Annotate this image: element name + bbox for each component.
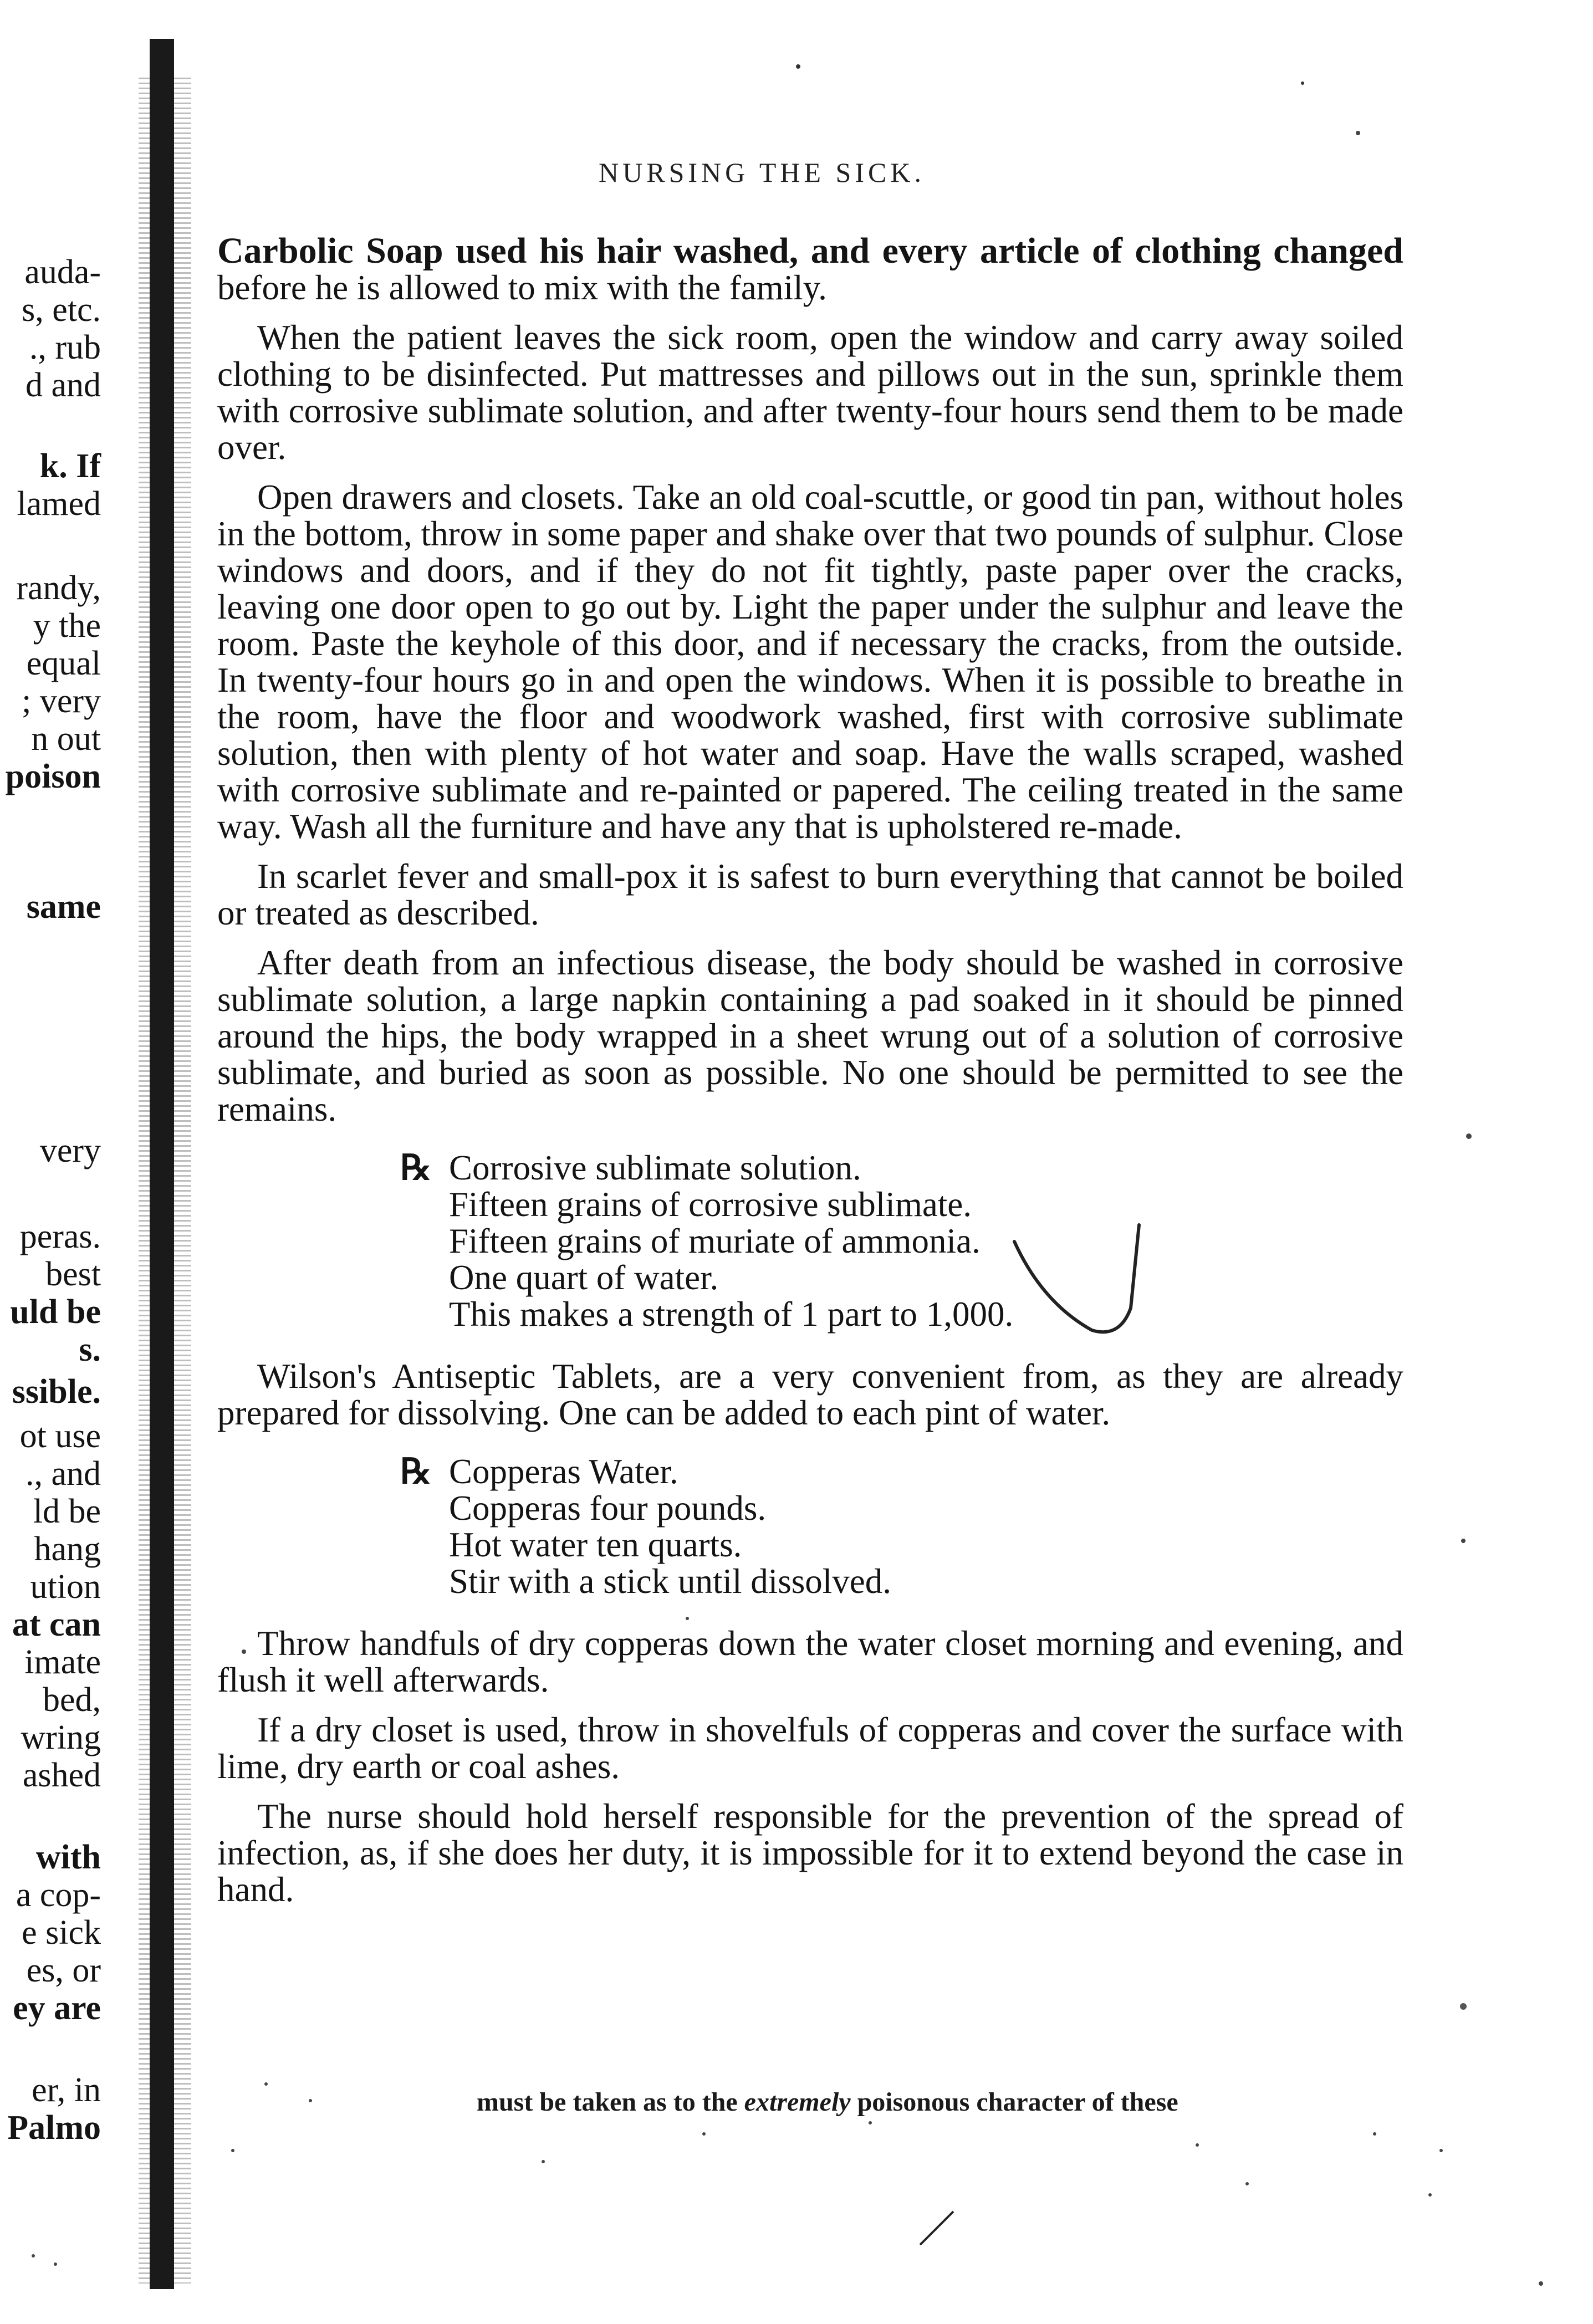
- recipe-line: Fifteen grains of muriate of ammonia.: [449, 1222, 981, 1260]
- running-head: NURSING THE SICK.: [599, 157, 925, 188]
- fragment-line: k. If: [39, 447, 101, 485]
- paragraph-text: before he is allowed to mix with the family.: [217, 268, 827, 307]
- fragment-line: very: [39, 1132, 101, 1169]
- fragment-line: lamed: [17, 485, 101, 523]
- paragraph-lead-bold: Carbolic Soap used his hair washed, and every article of clothing changed: [217, 231, 1403, 271]
- fragment-line: s.: [79, 1331, 101, 1368]
- fragment-line: es, or: [26, 1952, 101, 1989]
- fragment-line: same: [26, 888, 101, 926]
- fragment-line: y the: [33, 607, 101, 645]
- fragment-line: Palmo: [7, 2109, 101, 2147]
- fragment-line: wring: [21, 1719, 101, 1756]
- fragment-line: er, in: [32, 2071, 101, 2109]
- footer-text: poisonous character of these: [850, 2087, 1178, 2117]
- prescription-icon: ℞: [400, 1452, 432, 1491]
- fragment-line: ; very: [22, 682, 101, 720]
- fragment-line: best: [45, 1255, 101, 1293]
- recipe-title: Corrosive sublimate solution.: [449, 1148, 861, 1187]
- fragment-line: with: [35, 1838, 101, 1876]
- footer-fragment-line: [477, 2087, 1178, 2117]
- left-page-fragment: [0, 244, 105, 2295]
- recipe-title-line: [400, 1150, 1403, 1186]
- paragraph-nurse-responsibility: The nurse should hold herself responsible for the prevention of the spread of infection, as, if she does her duty, it is impossible for it to extend beyond the case in hand.: [217, 1797, 1403, 1909]
- fragment-line: ey are: [13, 1989, 101, 2027]
- fragment-line: e sick: [22, 1914, 101, 1952]
- fragment-line: auda-: [24, 253, 101, 291]
- recipe-line: Copperas four pounds.: [449, 1489, 767, 1528]
- fragment-line: peras.: [19, 1218, 101, 1255]
- paragraph-water-closet: Throw handfuls of dry copperas down the water closet morning and evening, and flush it well afterwards.: [217, 1624, 1403, 1699]
- fragment-line: n out: [31, 720, 101, 758]
- paragraph-fumigation: Open drawers and closets. Take an old coal-scuttle, or good tin pan, without holes in the bottom, throw in some paper and shake over that two pounds of sulphur. Close windows and doors, and if they do not fit tightly, paste paper over the cracks, leaving one door open to go out by. Light the paper under the sulphur and leave the room. Paste the keyhole of this door, and if necessary the cracks, from the outside. In twenty-four hours go in and open the windows. When it is possible to breathe in the room, have the floor and woodwork washed, first with corrosive sublimate solution, then with plenty of hot water and soap. Have the walls scraped, washed with corrosive sublimate and re-painted or papered. The ceiling treated in the same way. Wash all the furniture and have any that is upholstered re-made.: [217, 478, 1403, 846]
- fragment-line: imate: [24, 1643, 101, 1681]
- fragment-line: d and: [25, 366, 101, 404]
- recipe-line: One quart of water.: [449, 1258, 719, 1297]
- fragment-line: ssible.: [12, 1373, 101, 1411]
- paragraph-wilson-tablets: Wilson's Antiseptic Tablets, are a very convenient from, as they are already prepared for dissolving. One can be added to each pint of water.: [217, 1357, 1403, 1432]
- recipe-line: Hot water ten quarts.: [449, 1525, 742, 1564]
- fragment-line: hang: [34, 1530, 101, 1568]
- recipe-line: Stir with a stick until dissolved.: [449, 1562, 891, 1601]
- paragraph-continuation: [217, 233, 1403, 306]
- recipe-corrosive-sublimate: [400, 1150, 1403, 1332]
- main-text-block: [217, 233, 1403, 1921]
- fragment-line: s, etc.: [22, 291, 101, 329]
- fragment-line: bed,: [42, 1681, 101, 1719]
- fragment-line: ashed: [22, 1756, 101, 1794]
- fragment-line: a cop-: [16, 1876, 101, 1914]
- pencil-hook-mark: [1009, 1219, 1153, 1347]
- recipe-title-line: [400, 1453, 1403, 1490]
- fragment-line: ution: [30, 1568, 101, 1606]
- paragraph-sick-room: When the patient leaves the sick room, open the window and carry away soiled clothing to be disinfected. Put mattresses and pillows out in the sun, sprinkle them with corrosive sublimate solution, and after twenty-four hours send them to be made over.: [217, 318, 1403, 467]
- paragraph-after-death: After death from an infectious disease, the body should be washed in corrosive sublimate solution, a large napkin containing a pad soaked in it should be pinned around the hips, the body wrapped in a sheet wrung out of a solution of corrosive sublimate, and buried as soon as possible. No one should be permitted to see the remains.: [217, 943, 1403, 1128]
- fragment-line: randy,: [16, 569, 101, 607]
- recipe-line: This makes a strength of 1 part to 1,000.: [449, 1295, 1014, 1334]
- fragment-line: ., and: [25, 1455, 101, 1493]
- fragment-line: ., rub: [29, 329, 101, 366]
- fragment-line: equal: [26, 645, 101, 682]
- recipe-copperas-water: [400, 1453, 1403, 1600]
- fragment-line: ot use: [19, 1417, 101, 1455]
- footer-text: must be taken as to the: [477, 2087, 744, 2117]
- paragraph-dry-closet: If a dry closet is used, throw in shovelfuls of copperas and cover the surface with lime, dry earth or coal ashes.: [217, 1710, 1403, 1786]
- fragment-line: ld be: [33, 1493, 101, 1530]
- fragment-line: at can: [12, 1606, 101, 1643]
- recipe-title: Copperas Water.: [449, 1452, 678, 1491]
- recipe-line: Fifteen grains of corrosive sublimate.: [449, 1185, 972, 1224]
- footer-emphasis: extremely: [744, 2087, 851, 2117]
- fragment-line: poison: [5, 758, 101, 795]
- fragment-line: uld be: [10, 1293, 101, 1331]
- paragraph-scarlet-fever: In scarlet fever and small-pox it is safest to burn everything that cannot be boiled or treated as described.: [217, 857, 1403, 932]
- prescription-icon: ℞: [400, 1148, 432, 1187]
- book-spine: [150, 39, 174, 2289]
